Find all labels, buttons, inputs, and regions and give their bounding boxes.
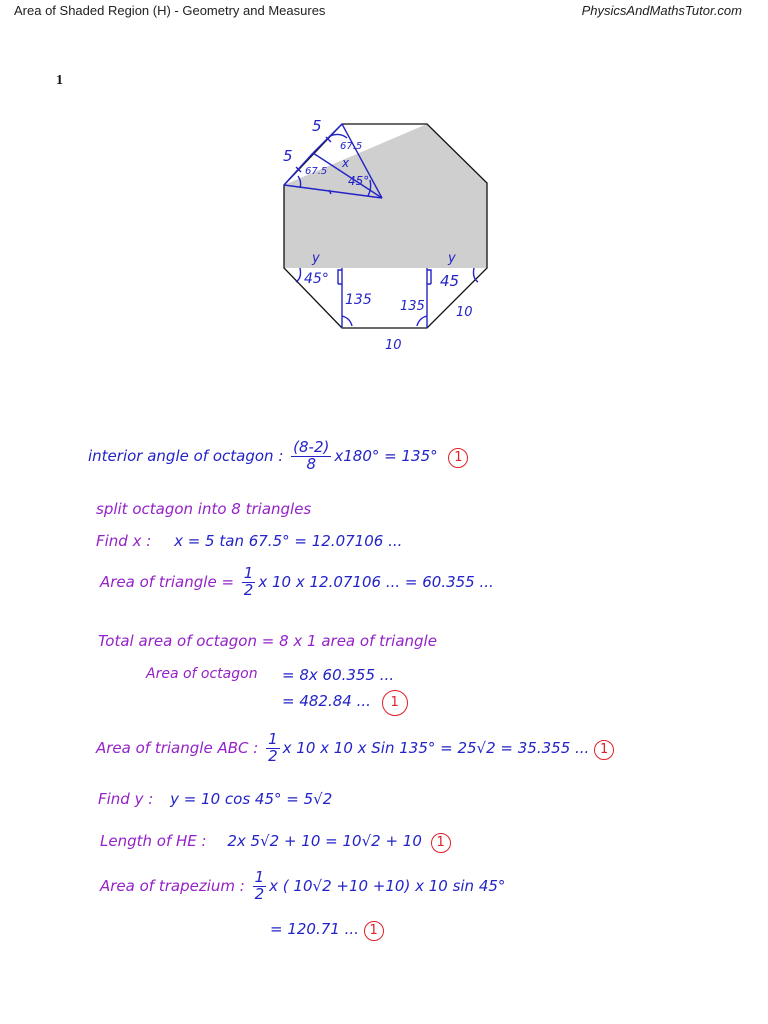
interior-angle-line [88, 440, 468, 473]
label-angle-135-left: 135 [345, 292, 372, 308]
page-header-title: Area of Shaded Region (H) - Geometry and Measures [14, 3, 326, 18]
page-header-site: PhysicsAndMathsTutor.com [581, 3, 742, 18]
length-he-expression: 2x 5√2 + 10 = 10√2 + 10 [227, 832, 422, 850]
total-area-line: Total area of octagon = 8 x 1 area of triangle [98, 632, 437, 650]
label-side-10-bottom: 10 [385, 338, 402, 353]
label-angle-67-5-top: 67.5 [340, 141, 363, 152]
fraction-denominator: 2 [268, 746, 278, 765]
octagon-diagram [0, 0, 768, 400]
find-y-line [98, 790, 332, 808]
label-side-5-top: 5 [312, 117, 322, 135]
label-angle-45-top: 45° [348, 174, 370, 188]
trapezium-line [100, 870, 505, 903]
fraction-numerator: 1 [254, 868, 265, 886]
mark-circle: 1 [594, 740, 614, 760]
area-octagon-line2 [282, 690, 408, 716]
find-x-label: Find x : [96, 532, 152, 550]
fraction-numerator: 1 [243, 564, 254, 582]
label-x: x [342, 156, 350, 170]
area-triangle-label: Area of triangle = [100, 572, 235, 591]
area-triangle-line [100, 566, 494, 599]
label-angle-45-right: 45 [440, 272, 460, 290]
interior-angle-label: interior angle of octagon : [88, 446, 284, 465]
trapezium-fraction [253, 870, 267, 903]
length-he-line [100, 832, 451, 853]
label-angle-45-left: 45° [304, 271, 329, 287]
find-x-expression: x = 5 tan 67.5° = 12.07106 ... [174, 532, 403, 550]
fraction-numerator: 1 [268, 730, 278, 748]
fraction-denominator: 2 [243, 580, 254, 599]
triangle-abc-expression: x 10 x 10 x Sin 135° = 25√2 = 35.355 ... [282, 738, 590, 757]
find-y-expression: y = 10 cos 45° = 5√2 [170, 790, 333, 808]
question-number: 1 [56, 73, 63, 88]
trapezium-result: = 120.71 ... [270, 920, 359, 938]
split-octagon-text: split octagon into 8 triangles [96, 500, 312, 518]
triangle-abc-label: Area of triangle ABC : [96, 738, 259, 757]
shaded-region [284, 124, 487, 268]
label-angle-67-5-left: 67.5 [305, 166, 328, 177]
fraction-numerator: (8-2) [293, 438, 330, 456]
trapezium-expression: x ( 10√2 +10 +10) x 10 sin 45° [269, 876, 506, 895]
mark-circle: 1 [382, 690, 408, 716]
mark-circle: 1 [431, 833, 451, 853]
label-side-10-right: 10 [456, 305, 473, 320]
interior-angle-result: x180° = 135° [334, 446, 438, 465]
fraction-denominator: 2 [254, 884, 265, 903]
label-y-right: y [448, 251, 456, 266]
area-triangle-expression: x 10 x 12.07106 ... = 60.355 ... [258, 572, 494, 591]
find-y-label: Find y : [98, 790, 154, 808]
label-y-left: y [312, 251, 320, 266]
area-octagon-result: = 482.84 ... [282, 692, 371, 710]
length-he-label: Length of HE : [100, 832, 207, 850]
mark-circle: 1 [448, 448, 468, 468]
triangle-abc-fraction [266, 732, 280, 765]
area-triangle-fraction [242, 566, 256, 599]
label-angle-135-right: 135 [400, 299, 425, 314]
area-octagon-line1: = 8x 60.355 ... [282, 666, 395, 684]
label-side-5-left: 5 [283, 147, 293, 165]
trapezium-label: Area of trapezium : [100, 876, 245, 895]
find-x-line [96, 532, 402, 550]
area-octagon-label: Area of octagon [146, 666, 258, 682]
triangle-abc-line [96, 732, 614, 765]
fraction-denominator: 8 [306, 454, 317, 473]
interior-angle-fraction [291, 440, 331, 473]
mark-circle: 1 [364, 921, 384, 941]
trapezium-line2 [270, 920, 384, 941]
